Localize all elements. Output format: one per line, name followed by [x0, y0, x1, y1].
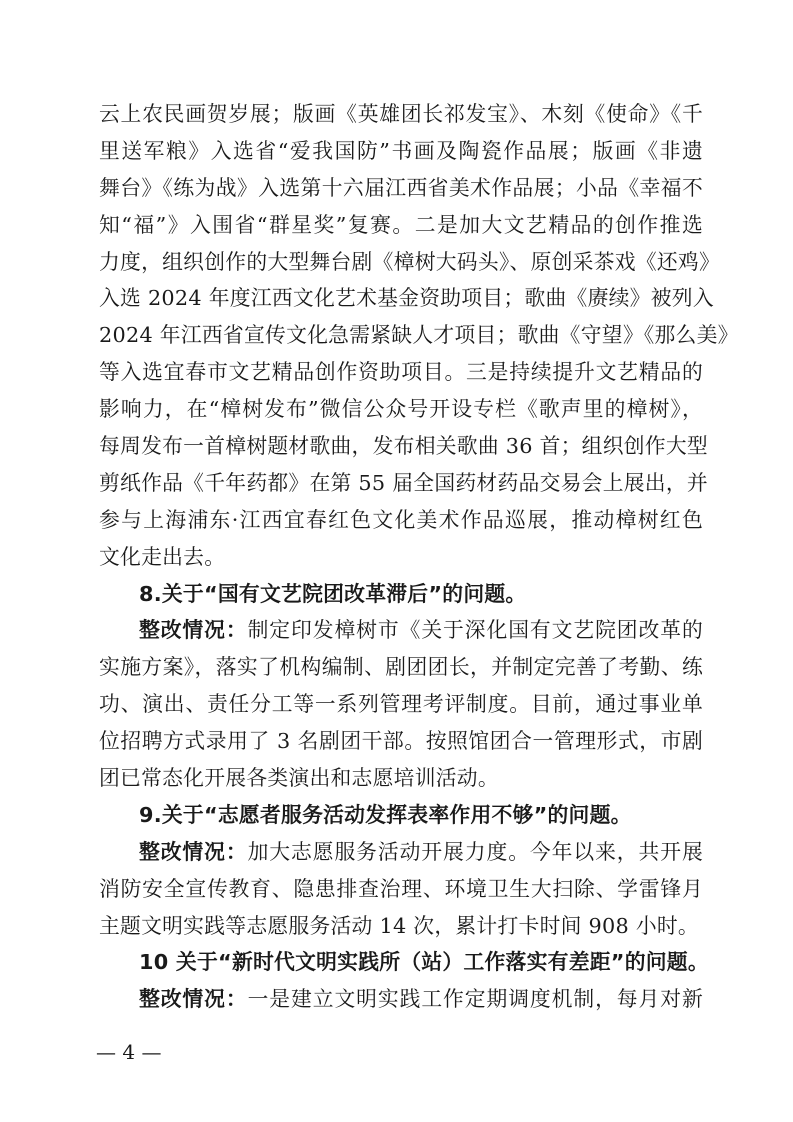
line-text: 入选 2024 年度江西文化艺术基金资助项目；歌曲《赓续》被列入 — [99, 286, 714, 311]
line-text: 一是建立文明实践工作定期调度机制，每月对新 — [247, 987, 704, 1012]
paragraph-line — [99, 244, 721, 281]
line-text: 8.关于“国有文艺院团改革滞后”的问题。 — [139, 581, 527, 606]
line-text: 2024 年江西省宣传文化急需紧缺人才项目；歌曲《守望》《那么美》 — [99, 323, 739, 348]
paragraph-line — [99, 280, 714, 317]
line-text: 实施方案》，落实了机构编制、剧团团长，并制定完善了考勤、练 — [99, 655, 703, 680]
line-text: 云上农民画贺岁展；版画《英雄团长祁发宝》、木刻《使命》《千 — [99, 102, 703, 126]
line-text: 知“福”》入围省“群星奖”复赛。二是加大文艺精品的创作推选 — [99, 212, 703, 237]
paragraph-line — [99, 354, 703, 391]
line-text: 力度，组织创作的大型舞台剧《樟树大码头》、原创采茶戏《还鸡》 — [99, 249, 721, 274]
document-body — [99, 96, 739, 1018]
paragraph-line — [99, 170, 703, 207]
line-text: 主题文明实践等志愿服务活动 14 次，累计打卡时间 908 小时。 — [99, 913, 699, 938]
page-number: — 4 — — [96, 1040, 162, 1064]
paragraph-line — [99, 539, 703, 576]
paragraph-line — [99, 686, 703, 723]
paragraph-line — [99, 502, 703, 539]
line-text: 参与上海浦东·江西宜春红色文化美术作品巡展，推动樟树红色 — [99, 507, 703, 532]
paragraph-line — [99, 723, 703, 760]
line-text: 9.关于“志愿者服务活动发挥表率作用不够”的问题。 — [139, 802, 632, 827]
paragraph-line — [99, 760, 703, 797]
rectification-label: 整改情况： — [139, 618, 248, 643]
paragraph-line — [99, 834, 703, 871]
paragraph-line — [99, 649, 703, 686]
paragraph-line — [99, 133, 703, 170]
paragraph-line — [99, 981, 703, 1018]
paragraph-line — [99, 428, 708, 465]
line-text: 制定印发樟树市《关于深化国有文艺院团改革的 — [247, 618, 704, 643]
rectification-label: 整改情况： — [139, 839, 248, 864]
line-text: 位招聘方式录用了 3 名剧团干部。按照馆团合一管理形式，市剧 — [99, 729, 703, 754]
rectification-label: 整改情况： — [139, 987, 248, 1012]
paragraph-line — [99, 207, 703, 244]
line-text: 等入选宜春市文艺精品创作资助项目。三是持续提升文艺精品的 — [99, 360, 703, 385]
line-text: 里送军粮》入选省“爱我国防”书画及陶瓷作品展；版画《非遗 — [99, 138, 703, 163]
section-heading — [99, 944, 709, 981]
paragraph-line — [99, 317, 739, 354]
paragraph-line — [99, 612, 703, 649]
line-text: 10 关于“新时代文明实践所（站）工作落实有差距”的问题。 — [139, 950, 709, 975]
line-text: 功、演出、责任分工等一系列管理考评制度。目前，通过事业单 — [99, 692, 703, 717]
line-text: 影响力，在“樟树发布”微信公众号开设专栏《歌声里的樟树》， — [99, 397, 703, 422]
line-text: 每周发布一首樟树题材歌曲，发布相关歌曲 36 首；组织创作大型 — [99, 434, 708, 459]
paragraph-line — [99, 465, 708, 502]
line-text: 舞台》《练为战》入选第十六届江西省美术作品展；小品《幸福不 — [99, 175, 703, 200]
line-text: 团已常态化开展各类演出和志愿培训活动。 — [99, 766, 499, 791]
line-text: 加大志愿服务活动开展力度。今年以来，共开展 — [247, 839, 704, 864]
paragraph-line — [99, 391, 703, 428]
paragraph-line — [99, 96, 703, 133]
paragraph-line — [99, 908, 703, 945]
section-heading — [99, 576, 703, 613]
line-text: 消防安全宣传教育、隐患排查治理、环境卫生大扫除、学雷锋月 — [99, 876, 703, 901]
section-heading — [99, 797, 703, 834]
line-text: 剪纸作品《千年药都》在第 55 届全国药材药品交易会上展出，并 — [99, 470, 708, 495]
line-text: 文化走出去。 — [99, 544, 226, 569]
paragraph-line — [99, 871, 703, 908]
